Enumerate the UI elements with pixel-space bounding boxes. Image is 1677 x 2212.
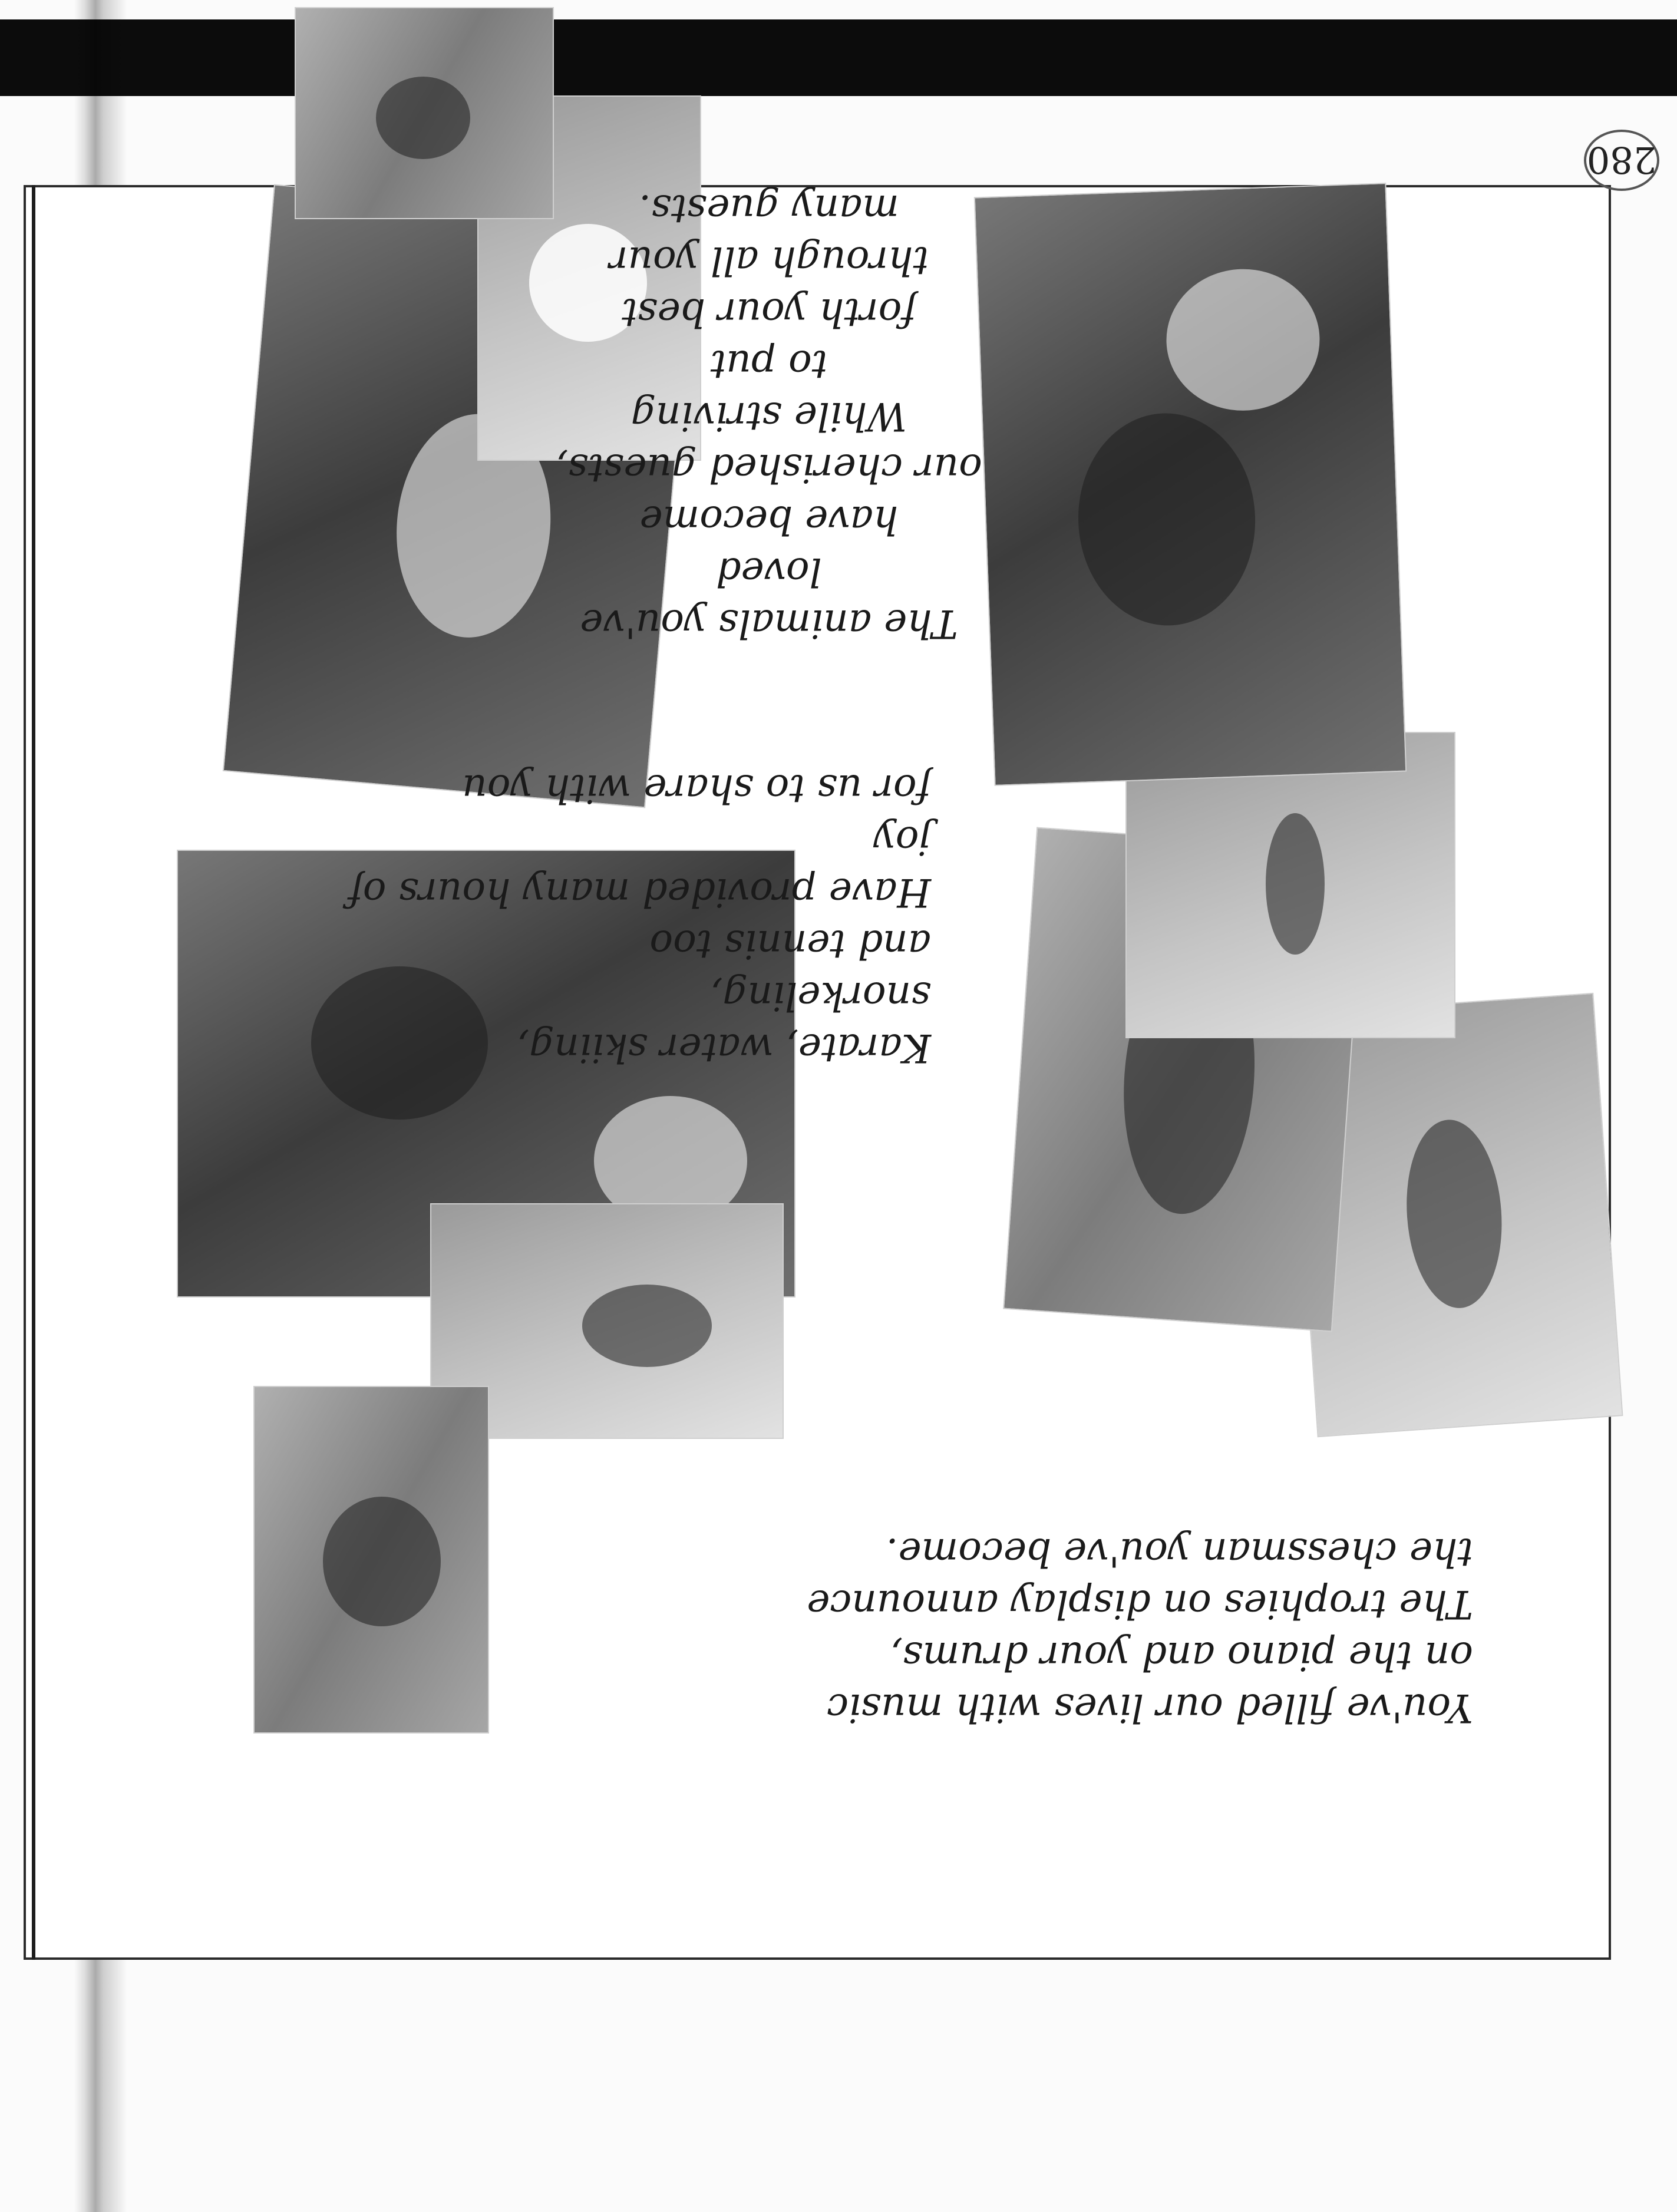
page-frame [24, 185, 1611, 1960]
drums-photo [253, 1386, 489, 1734]
music-poem: You've filled our lives with music on the piano and your drums, The trophies on display announce the chessman you've become. [807, 1530, 1473, 1731]
binding-line [32, 185, 35, 1960]
snorkeling-photo [974, 183, 1407, 786]
animals-poem: The animals you've loved have become our cherished guests, While striving to put forth your best through all your many guests. [556, 186, 982, 646]
scanner-edge-bar [0, 19, 1677, 96]
page-number: 280 [1584, 130, 1659, 191]
pets-photo [295, 7, 554, 219]
sports-poem: Karate, water skiing, snorkeling, and tennis too Have provided many hours of joy for us to share with you [348, 766, 931, 1071]
